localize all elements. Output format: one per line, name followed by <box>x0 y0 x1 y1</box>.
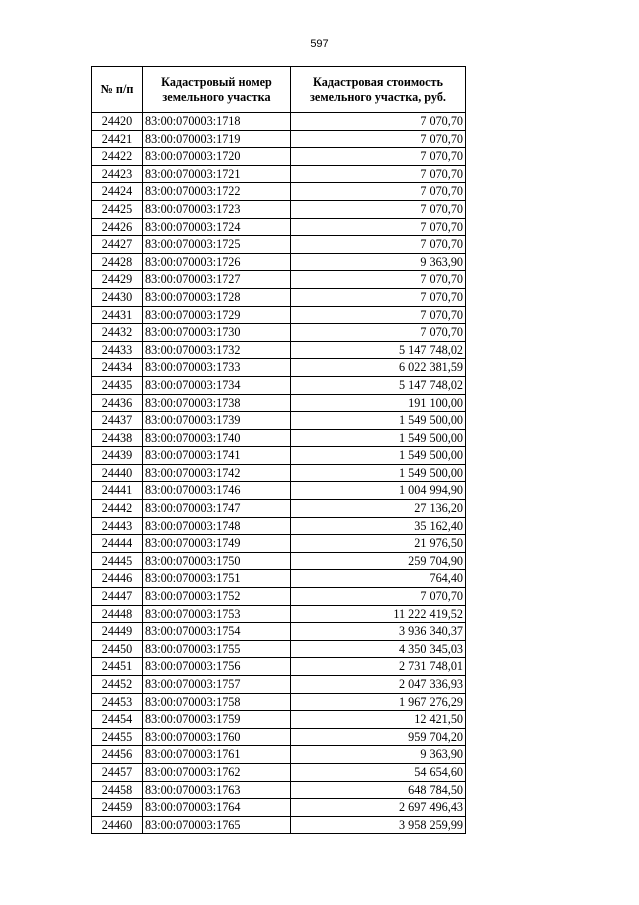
row-number: 24454 <box>92 711 143 729</box>
row-number: 24431 <box>92 306 143 324</box>
cadastral-number: 83:00:070003:1748 <box>143 517 291 535</box>
row-number: 24456 <box>92 746 143 764</box>
cadastral-number: 83:00:070003:1728 <box>143 288 291 306</box>
cadastral-number: 83:00:070003:1751 <box>143 570 291 588</box>
cadastral-cost: 1 549 500,00 <box>291 429 466 447</box>
row-number: 24425 <box>92 200 143 218</box>
cadastral-cost: 7 070,70 <box>291 200 466 218</box>
cadastral-cost: 7 070,70 <box>291 113 466 131</box>
cadastral-number: 83:00:070003:1750 <box>143 552 291 570</box>
cadastral-cost: 7 070,70 <box>291 271 466 289</box>
row-number: 24453 <box>92 693 143 711</box>
table-row <box>92 359 466 377</box>
cadastral-number: 83:00:070003:1742 <box>143 464 291 482</box>
cadastral-number: 83:00:070003:1724 <box>143 218 291 236</box>
cadastral-cost: 1 549 500,00 <box>291 412 466 430</box>
row-number: 24442 <box>92 500 143 518</box>
row-number: 24423 <box>92 165 143 183</box>
table-header <box>92 67 466 113</box>
row-number: 24433 <box>92 341 143 359</box>
table-row <box>92 711 466 729</box>
cadastral-cost: 7 070,70 <box>291 183 466 201</box>
cadastral-cost: 7 070,70 <box>291 324 466 342</box>
cadastral-cost: 3 936 340,37 <box>291 623 466 641</box>
row-number: 24460 <box>92 816 143 834</box>
cadastral-cost: 9 363,90 <box>291 746 466 764</box>
row-number: 24437 <box>92 412 143 430</box>
header-number: № п/п <box>92 67 143 113</box>
row-number: 24436 <box>92 394 143 412</box>
cadastral-cost: 6 022 381,59 <box>291 359 466 377</box>
table-row <box>92 200 466 218</box>
table-row <box>92 535 466 553</box>
table-row <box>92 728 466 746</box>
cadastral-number: 83:00:070003:1734 <box>143 376 291 394</box>
cadastral-number: 83:00:070003:1729 <box>143 306 291 324</box>
cadastral-cost: 1 967 276,29 <box>291 693 466 711</box>
cadastral-cost: 7 070,70 <box>291 165 466 183</box>
cadastral-cost: 2 047 336,93 <box>291 676 466 694</box>
cadastral-cost: 5 147 748,02 <box>291 341 466 359</box>
table-row <box>92 447 466 465</box>
cadastral-cost: 12 421,50 <box>291 711 466 729</box>
cadastral-cost: 9 363,90 <box>291 253 466 271</box>
table-row <box>92 148 466 166</box>
cadastral-number: 83:00:070003:1740 <box>143 429 291 447</box>
row-number: 24439 <box>92 447 143 465</box>
table-row <box>92 570 466 588</box>
cadastral-number: 83:00:070003:1733 <box>143 359 291 377</box>
row-number: 24459 <box>92 799 143 817</box>
row-number: 24435 <box>92 376 143 394</box>
row-number: 24447 <box>92 588 143 606</box>
cadastral-number: 83:00:070003:1759 <box>143 711 291 729</box>
row-number: 24452 <box>92 676 143 694</box>
row-number: 24448 <box>92 605 143 623</box>
row-number: 24434 <box>92 359 143 377</box>
cadastral-number: 83:00:070003:1752 <box>143 588 291 606</box>
cadastral-table <box>91 66 466 834</box>
row-number: 24424 <box>92 183 143 201</box>
row-number: 24430 <box>92 288 143 306</box>
table-row <box>92 623 466 641</box>
cadastral-cost: 27 136,20 <box>291 500 466 518</box>
cadastral-number: 83:00:070003:1738 <box>143 394 291 412</box>
cadastral-cost: 35 162,40 <box>291 517 466 535</box>
row-number: 24457 <box>92 763 143 781</box>
cadastral-number: 83:00:070003:1720 <box>143 148 291 166</box>
row-number: 24446 <box>92 570 143 588</box>
cadastral-cost: 5 147 748,02 <box>291 376 466 394</box>
cadastral-cost: 7 070,70 <box>291 306 466 324</box>
row-number: 24458 <box>92 781 143 799</box>
table-row <box>92 658 466 676</box>
row-number: 24432 <box>92 324 143 342</box>
row-number: 24449 <box>92 623 143 641</box>
cadastral-number: 83:00:070003:1758 <box>143 693 291 711</box>
table-row <box>92 640 466 658</box>
table-row <box>92 130 466 148</box>
row-number: 24421 <box>92 130 143 148</box>
row-number: 24429 <box>92 271 143 289</box>
cadastral-cost: 1 549 500,00 <box>291 447 466 465</box>
cadastral-cost: 7 070,70 <box>291 236 466 254</box>
header-cadastral-number: Кадастровый номер земельного участка <box>143 67 291 113</box>
cadastral-number: 83:00:070003:1723 <box>143 200 291 218</box>
cadastral-number: 83:00:070003:1727 <box>143 271 291 289</box>
cadastral-number: 83:00:070003:1726 <box>143 253 291 271</box>
table-row <box>92 781 466 799</box>
cadastral-number: 83:00:070003:1761 <box>143 746 291 764</box>
cadastral-number: 83:00:070003:1760 <box>143 728 291 746</box>
table-row <box>92 799 466 817</box>
row-number: 24455 <box>92 728 143 746</box>
table-row <box>92 746 466 764</box>
cadastral-cost: 191 100,00 <box>291 394 466 412</box>
table-row <box>92 376 466 394</box>
row-number: 24428 <box>92 253 143 271</box>
row-number: 24427 <box>92 236 143 254</box>
cadastral-cost: 4 350 345,03 <box>291 640 466 658</box>
table-row <box>92 429 466 447</box>
cadastral-cost: 2 697 496,43 <box>291 799 466 817</box>
table-row <box>92 253 466 271</box>
row-number: 24422 <box>92 148 143 166</box>
cadastral-cost: 259 704,90 <box>291 552 466 570</box>
table-row <box>92 113 466 131</box>
cadastral-number: 83:00:070003:1739 <box>143 412 291 430</box>
row-number: 24420 <box>92 113 143 131</box>
page-number: 597 <box>310 38 329 50</box>
cadastral-cost: 1 549 500,00 <box>291 464 466 482</box>
table-row <box>92 288 466 306</box>
table-row <box>92 517 466 535</box>
cadastral-number: 83:00:070003:1765 <box>143 816 291 834</box>
cadastral-cost: 959 704,20 <box>291 728 466 746</box>
table-row <box>92 165 466 183</box>
cadastral-cost: 54 654,60 <box>291 763 466 781</box>
table-row <box>92 763 466 781</box>
cadastral-number: 83:00:070003:1763 <box>143 781 291 799</box>
cadastral-cost: 2 731 748,01 <box>291 658 466 676</box>
cadastral-number: 83:00:070003:1756 <box>143 658 291 676</box>
cadastral-number: 83:00:070003:1746 <box>143 482 291 500</box>
table-row <box>92 324 466 342</box>
row-number: 24443 <box>92 517 143 535</box>
row-number: 24450 <box>92 640 143 658</box>
cadastral-number: 83:00:070003:1722 <box>143 183 291 201</box>
table-row <box>92 552 466 570</box>
cadastral-number: 83:00:070003:1719 <box>143 130 291 148</box>
row-number: 24444 <box>92 535 143 553</box>
cadastral-number: 83:00:070003:1741 <box>143 447 291 465</box>
row-number: 24445 <box>92 552 143 570</box>
table-row <box>92 500 466 518</box>
row-number: 24440 <box>92 464 143 482</box>
header-row <box>92 67 466 113</box>
header-cadastral-cost: Кадастровая стоимость земельного участка, руб. <box>291 67 466 113</box>
table-row <box>92 271 466 289</box>
row-number: 24426 <box>92 218 143 236</box>
cadastral-number: 83:00:070003:1755 <box>143 640 291 658</box>
row-number: 24441 <box>92 482 143 500</box>
cadastral-cost: 1 004 994,90 <box>291 482 466 500</box>
cadastral-cost: 3 958 259,99 <box>291 816 466 834</box>
table-row <box>92 588 466 606</box>
cadastral-cost: 764,40 <box>291 570 466 588</box>
cadastral-cost: 7 070,70 <box>291 148 466 166</box>
table-row <box>92 464 466 482</box>
cadastral-number: 83:00:070003:1762 <box>143 763 291 781</box>
table-body <box>92 113 466 834</box>
table-row <box>92 693 466 711</box>
cadastral-number: 83:00:070003:1718 <box>143 113 291 131</box>
cadastral-number: 83:00:070003:1747 <box>143 500 291 518</box>
table-row <box>92 236 466 254</box>
cadastral-number: 83:00:070003:1754 <box>143 623 291 641</box>
cadastral-cost: 11 222 419,52 <box>291 605 466 623</box>
cadastral-cost: 7 070,70 <box>291 288 466 306</box>
row-number: 24451 <box>92 658 143 676</box>
table-row <box>92 605 466 623</box>
cadastral-cost: 21 976,50 <box>291 535 466 553</box>
cadastral-cost: 7 070,70 <box>291 218 466 236</box>
cadastral-number: 83:00:070003:1721 <box>143 165 291 183</box>
table-row <box>92 412 466 430</box>
table-row <box>92 482 466 500</box>
row-number: 24438 <box>92 429 143 447</box>
cadastral-cost: 7 070,70 <box>291 588 466 606</box>
table-row <box>92 306 466 324</box>
cadastral-number: 83:00:070003:1764 <box>143 799 291 817</box>
cadastral-number: 83:00:070003:1753 <box>143 605 291 623</box>
cadastral-number: 83:00:070003:1732 <box>143 341 291 359</box>
table-row <box>92 183 466 201</box>
table-row <box>92 341 466 359</box>
table-row <box>92 676 466 694</box>
table-row <box>92 394 466 412</box>
cadastral-number: 83:00:070003:1749 <box>143 535 291 553</box>
cadastral-number: 83:00:070003:1725 <box>143 236 291 254</box>
cadastral-cost: 648 784,50 <box>291 781 466 799</box>
table-row <box>92 218 466 236</box>
cadastral-number: 83:00:070003:1757 <box>143 676 291 694</box>
table-row <box>92 816 466 834</box>
cadastral-number: 83:00:070003:1730 <box>143 324 291 342</box>
cadastral-cost: 7 070,70 <box>291 130 466 148</box>
